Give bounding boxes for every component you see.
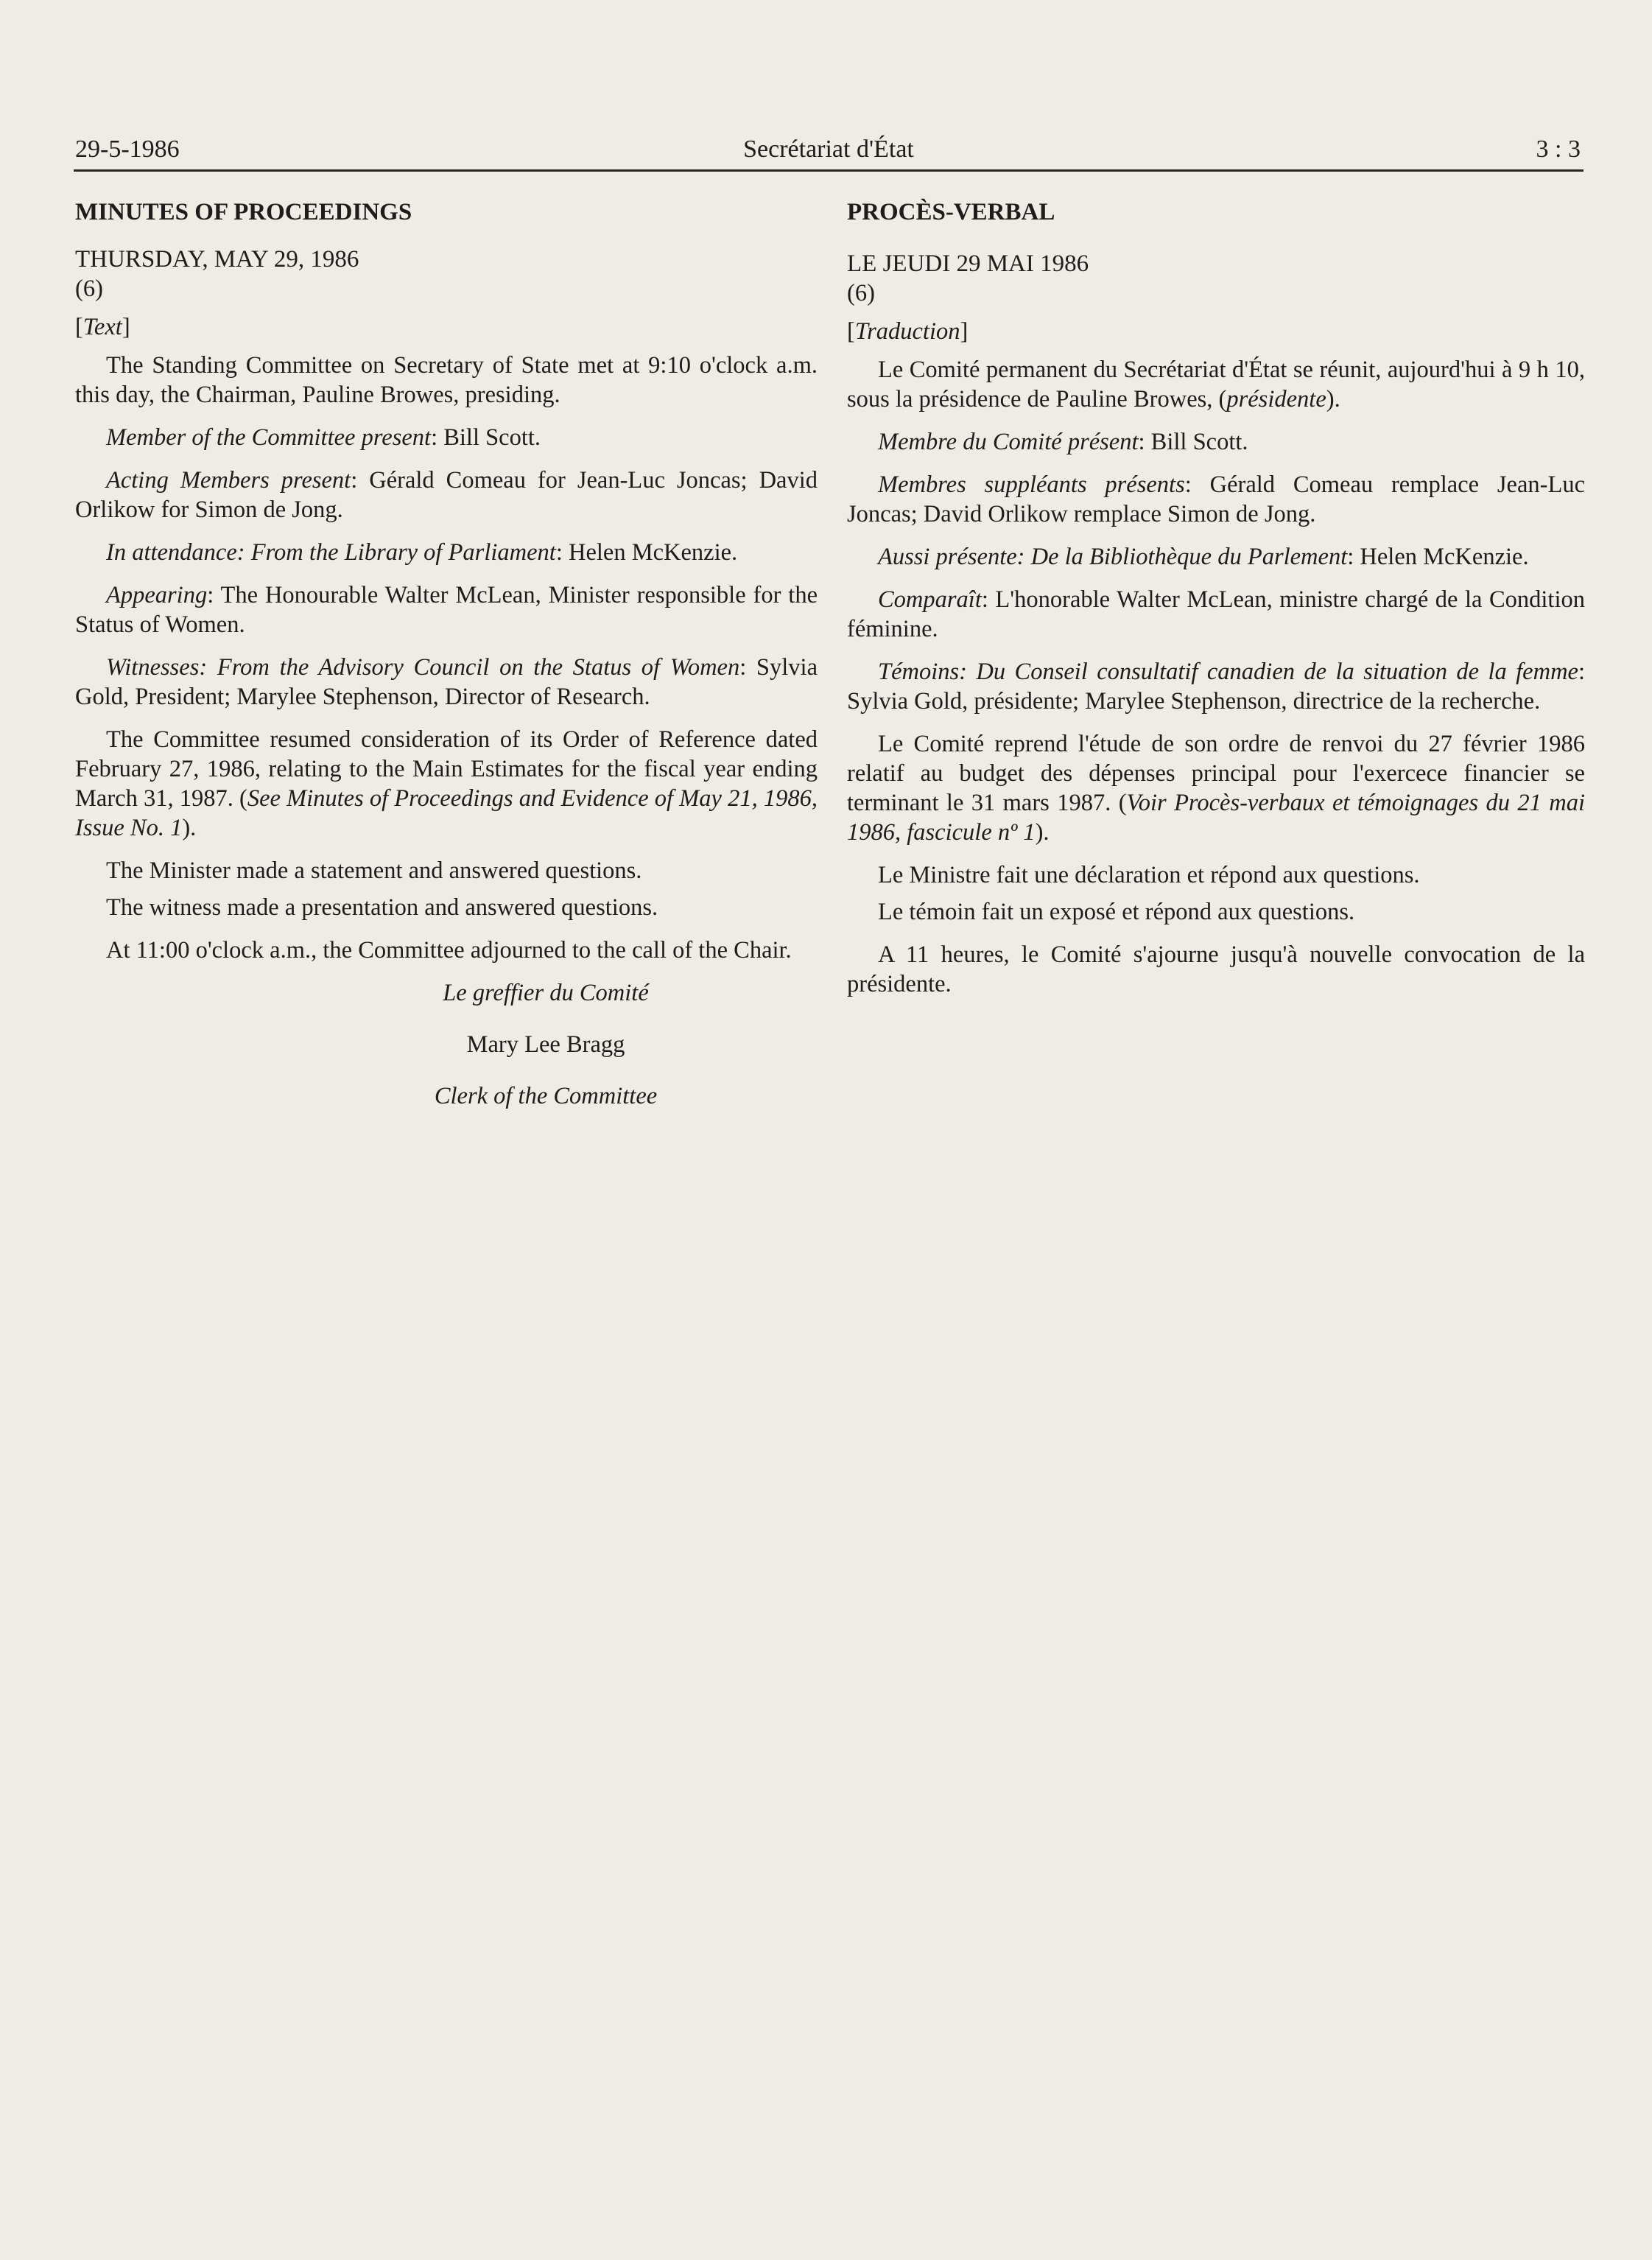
- english-column: [75, 197, 818, 1133]
- in-attendance-fr: Aussi présente: De la Bibliothèque du Parlement: Helen McKenzie.: [878, 544, 1529, 570]
- french-column: [847, 197, 1585, 1012]
- adjournment: At 11:00 o'clock a.m., the Committee adjourned to the call of the Chair.: [106, 937, 792, 964]
- acting-members-fr: Membres suppléants présents: Gérald Comeau remplace Jean-Luc Joncas; David Orlikow remplace Simon de Jong.: [847, 471, 1585, 527]
- appearing-fr: Comparaît: L'honorable Walter McLean, ministre chargé de la Condition féminine.: [847, 586, 1585, 642]
- order-of-reference-fr: Le Comité reprend l'étude de son ordre de renvoi du 27 février 1986 relatif au budget des dépenses principal pour l'exercece financier se terminant le 31 mars 1987. (Voir Procès-verbaux et témoignages du 21 mai 1986, fascicule nº 1).: [847, 731, 1585, 846]
- members-present: Member of the Committee present: Bill Scott.: [106, 424, 541, 451]
- header-date: 29-5-1986: [75, 136, 180, 163]
- issue-number-fr: (6): [847, 280, 875, 306]
- opening-paragraph-fr: Le Comité permanent du Secrétariat d'État se réunit, aujourd'hui à 9 h 10, sous la présidence de Pauline Browes, (présidente).: [847, 357, 1585, 413]
- acting-members: Acting Members present: Gérald Comeau for Jean-Luc Joncas; David Orlikow for Simon de Jong.: [75, 467, 818, 523]
- page-header: [74, 125, 1584, 172]
- header-page-number: 3 : 3: [1536, 136, 1581, 163]
- text-tag: [Text]: [75, 314, 130, 340]
- witnesses-fr: Témoins: Du Conseil consultatif canadien de la situation de la femme: Sylvia Gold, présidente; Marylee Stephenson, directrice de la recherche.: [847, 659, 1585, 715]
- meeting-date: THURSDAY, MAY 29, 1986: [75, 246, 359, 273]
- in-attendance: In attendance: From the Library of Parliament: Helen McKenzie.: [106, 539, 738, 566]
- witnesses: Witnesses: From the Advisory Council on the Status of Women: Sylvia Gold, President; Marylee Stephenson, Director of Research.: [75, 654, 818, 710]
- adjournment-fr: A 11 heures, le Comité s'ajourne jusqu'à nouvelle convocation de la présidente.: [847, 941, 1585, 997]
- minister-statement-fr: Le Ministre fait une déclaration et répond aux questions.: [878, 862, 1420, 888]
- minutes-title: MINUTES OF PROCEEDINGS: [75, 199, 412, 225]
- clerk-title-en: Clerk of the Committee: [434, 1083, 658, 1109]
- header-department: Secrétariat d'État: [743, 136, 914, 163]
- minister-statement: The Minister made a statement and answered questions.: [106, 857, 642, 884]
- witness-statement: The witness made a presentation and answered questions.: [106, 894, 658, 921]
- translation-tag: [Traduction]: [847, 318, 969, 345]
- proces-verbal-title: PROCÈS-VERBAL: [847, 199, 1055, 225]
- issue-number: (6): [75, 276, 103, 302]
- clerk-title-fr: Le greffier du Comité: [443, 980, 649, 1006]
- members-present-fr: Membre du Comité présent: Bill Scott.: [878, 429, 1248, 455]
- order-of-reference: The Committee resumed consideration of its Order of Reference dated February 27, 1986, relating to the Main Estimates for the fiscal year ending March 31, 1987. (See Minutes of Proceedings and Evidence of May 21, 1986, Issue No. 1).: [75, 726, 818, 841]
- meeting-date-fr: LE JEUDI 29 MAI 1986: [847, 250, 1089, 277]
- clerk-name: Mary Lee Bragg: [466, 1031, 625, 1058]
- witness-statement-fr: Le témoin fait un exposé et répond aux questions.: [878, 899, 1355, 925]
- opening-paragraph: The Standing Committee on Secretary of State met at 9:10 o'clock a.m. this day, the Chairman, Pauline Browes, presiding.: [75, 352, 818, 408]
- appearing: Appearing: The Honourable Walter McLean, Minister responsible for the Status of Women.: [75, 582, 818, 638]
